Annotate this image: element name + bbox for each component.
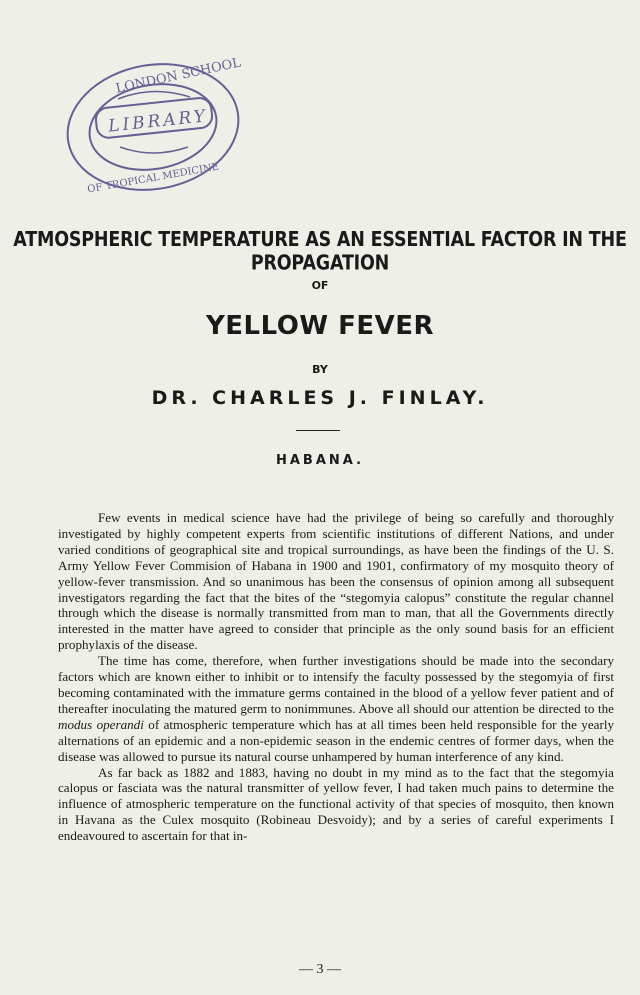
paragraph-1: Few events in medical science have had the privilege of being so carefully and thoroughly investigated by highly competent experts from scientific institutions of different Nations, and under varied conditions of geographical site and tropical surroundings, as have been the findings of the U. S. Army Yellow Fever Commision of Habana in 1900 and 1901, confirmatory of my mosquito theory of yellow-fever transmission. And so unanimous has been the consensus of opinion among all subsequent investigators regarding the fact that the bites of the “stegomyia calopus” constitute the regular channel through which the disease is normally transmitted from man to man, that all the Governments directly interested in the matter have agreed to consider that principle as the only sound basis for an efficient prophylaxis of the disease. <box>58 510 614 653</box>
paragraph-2-italic: modus operandi <box>58 716 144 732</box>
stamp-top-text: LONDON SCHOOL <box>114 55 243 97</box>
place-name: HABANA. <box>275 453 365 468</box>
body-text <box>58 510 614 844</box>
library-stamp <box>58 55 248 200</box>
title-divider <box>296 430 340 431</box>
page-number: — 3 — <box>299 962 341 977</box>
title-line-2: YELLOW FEVER <box>205 311 435 341</box>
author-name: DR. CHARLES J. FINLAY. <box>151 387 489 409</box>
paragraph-2-text-before: The time has come, therefore, when further investigations should be made into the secondary factors which are known either to inhibit or to intensify the faculty possessed by the stegomyia of first becoming contaminated with the immature germs contained in the blood of a yellow fever patient and of thereafter inoculating the matured germ to nonimmunes. Above all should our attention be directed to the <box>58 653 614 716</box>
title-by: BY <box>312 363 328 376</box>
paragraph-2-text-after: of atmospheric temperature which has at all times been held responsible for the yearly alternations of an epidemic and a non-epidemic season in the endemic centres of former days, when the disease was allowed to pursue its natural course unhampered by human interference of any kind. <box>58 716 615 764</box>
paragraph-3: As far back as 1882 and 1883, having no doubt in my mind as to the fact that the stegomyia calopus or fasciata was the natural transmitter of yellow fever, I had taken much pains to determine the influence of atmospheric temperature on the functional activity of that species of mosquito, then known in Havana as the Culex mosquito (Robineau Desvoidy); and by a series of careful experiments I endeavoured to ascertain for that in- <box>58 764 614 844</box>
title-of: OF <box>311 279 329 292</box>
library-stamp-seal <box>58 55 248 200</box>
paragraph-2 <box>58 653 614 764</box>
stamp-bottom-text: OF TROPICAL MEDICINE <box>86 161 220 196</box>
stamp-center-text: LIBRARY <box>107 106 209 137</box>
title-line-1: ATMOSPHERIC TEMPERATURE AS AN ESSENTIAL FACTOR IN THE PROPAGATION <box>13 228 627 276</box>
